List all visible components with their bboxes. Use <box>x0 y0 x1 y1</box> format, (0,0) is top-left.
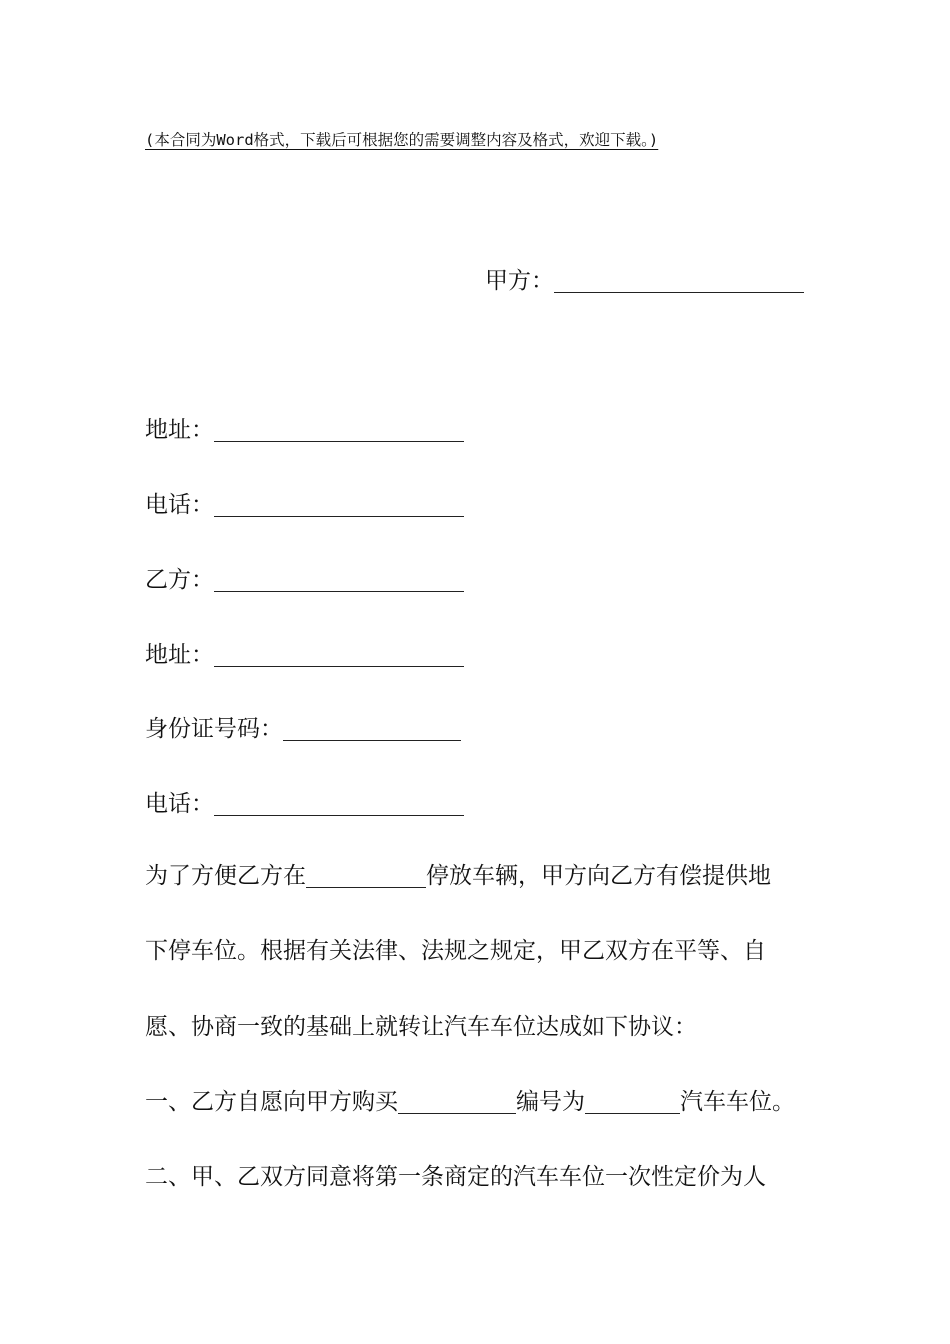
phone-a-blank[interactable] <box>214 494 464 517</box>
body-line-1-part-a: 为了方便乙方在 <box>145 863 306 889</box>
address-a-blank[interactable] <box>214 419 464 442</box>
location-blank[interactable] <box>306 865 426 888</box>
body-line-1 <box>145 857 810 890</box>
address-b-label: 地址： <box>145 642 214 668</box>
clause-1-part-c: 汽车车位。 <box>680 1089 795 1115</box>
phone-b-field <box>145 785 464 818</box>
party-a-label: 甲方： <box>485 268 554 294</box>
clause-2: 二、甲、乙双方同意将第一条商定的汽车车位一次性定价为人 <box>145 1164 766 1190</box>
party-b-label: 乙方： <box>145 567 214 593</box>
body-line-3: 愿、协商一致的基础上就转让汽车车位达成如下协议： <box>145 1014 697 1040</box>
body-line-1-part-b: 停放车辆，甲方向乙方有偿提供地 <box>426 863 771 889</box>
phone-b-label: 电话： <box>145 791 214 817</box>
id-number-label: 身份证号码： <box>145 716 283 742</box>
party-b-field <box>145 561 464 594</box>
word-format-notice: (本合同为Word格式，下载后可根据您的需要调整内容及格式，欢迎下载。) <box>145 131 659 149</box>
address-b-field <box>145 636 464 669</box>
body-line-2: 下停车位。根据有关法律、法规之规定，甲乙双方在平等、自 <box>145 938 766 964</box>
party-a-blank[interactable] <box>554 270 804 293</box>
clause-1-part-a: 一、乙方自愿向甲方购买 <box>145 1089 398 1115</box>
phone-a-label: 电话： <box>145 492 214 518</box>
phone-b-blank[interactable] <box>214 793 464 816</box>
clause-1-part-b: 编号为 <box>516 1089 585 1115</box>
address-a-field <box>145 411 464 444</box>
address-a-label: 地址： <box>145 417 214 443</box>
purchase-location-blank[interactable] <box>398 1091 516 1114</box>
id-number-blank[interactable] <box>283 718 461 741</box>
address-b-blank[interactable] <box>214 644 464 667</box>
party-a-field <box>485 262 804 295</box>
parking-number-blank[interactable] <box>585 1091 680 1114</box>
id-number-field <box>145 710 461 743</box>
clause-1 <box>145 1083 810 1116</box>
party-b-blank[interactable] <box>214 569 464 592</box>
phone-a-field <box>145 486 464 519</box>
